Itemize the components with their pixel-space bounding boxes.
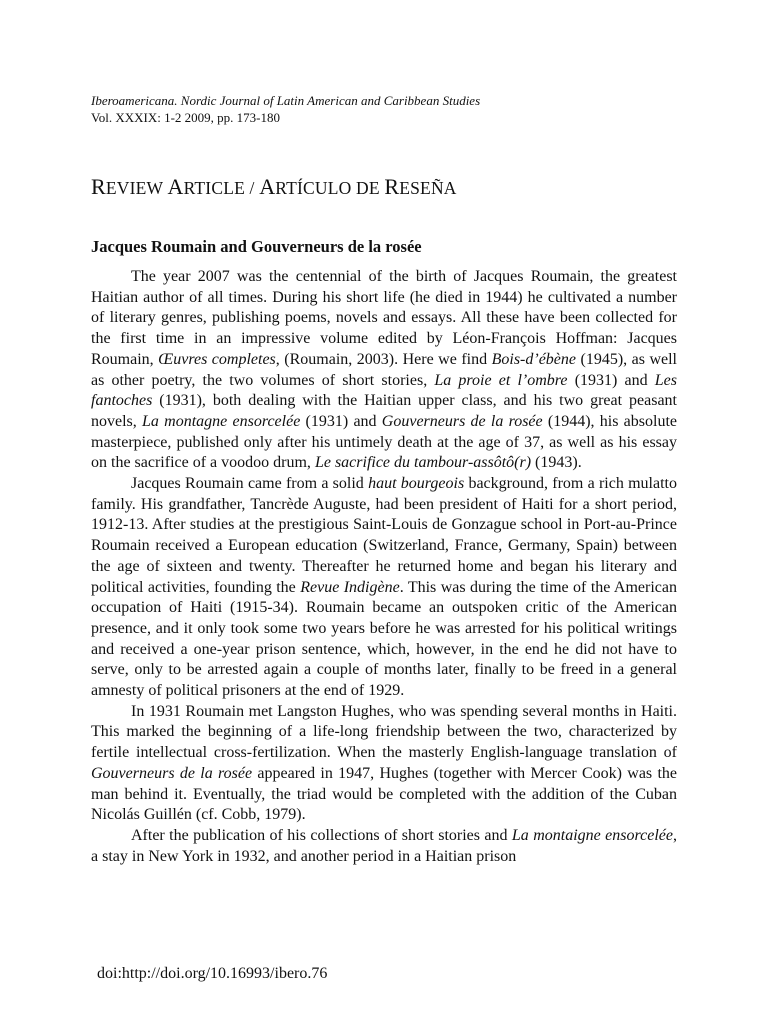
section-cap: A	[167, 174, 184, 199]
text-run: (1931) and	[300, 412, 382, 430]
volume-info: Vol. XXXIX: 1-2 2009, pp. 173-180	[91, 110, 280, 125]
section-smallcaps: RTÍCULO DE	[275, 178, 385, 198]
book-title: Les fantoches	[91, 371, 678, 410]
book-title: Gouverneurs de la rosée	[381, 412, 543, 430]
text-run: After the publication of his collections of short stories and	[131, 826, 512, 844]
book-title: Bois-d’ébène	[491, 350, 576, 368]
section-cap: R	[91, 174, 106, 199]
section-smallcaps: RTICLE	[183, 178, 245, 198]
text-run: The year 2007 was the centennial of the birth of Jacques Roumain, the greatest Haitian author of all times. During his short life (he died in 1944) he cultivated a number of literary genres, publishing poems, novels and essays. All these have been collected for the first time in an impressive volume edited by Léon-François Hoffman: Jacques Roumain,	[91, 268, 677, 368]
doi-footer: doi:http://doi.org/10.16993/ibero.76	[97, 965, 328, 982]
text-run: Jacques Roumain came from a solid	[131, 475, 369, 493]
italic-term: haut bourgeois	[368, 475, 465, 493]
text-run: , (Roumain, 2003). Here we find	[275, 350, 492, 368]
section-smallcaps: EVIEW	[105, 178, 168, 198]
paragraph-1	[91, 267, 677, 474]
book-title: La montagne ensorcelée	[142, 412, 301, 430]
paragraph-4	[91, 826, 677, 867]
text-run: . This was during the time of the American occupation of Haiti (1915-34). Roumain became an outspoken critic of the American presence, and it only took some two years before he was arrested for his political writings and received a one-year prison sentence, which, however, in the end he did not have to serve, only to be arrested again a couple of months later, finally to be freed in a general amnesty of political prisoners at the end of 1929.	[91, 578, 677, 700]
text-run: (1931), both dealing with the Haitian upper class, and his two great peasant novels,	[91, 392, 677, 430]
section-cap: R	[384, 174, 400, 199]
journal-name: Iberoamericana. Nordic Journal of Latin American and Caribbean Studies	[91, 93, 481, 108]
text-run: (1943).	[531, 454, 582, 472]
book-title: Revue Indigène	[300, 578, 400, 596]
book-title: La proie et l’ombre	[434, 371, 568, 389]
section-cap: A	[259, 174, 276, 199]
text-run: appeared in 1947, Hughes (together with Mercer Cook) was the man behind it. Eventually, the triad would be completed with the addition of the Cuban Nicolás Guillén (cf. Cobb, 1979).	[91, 764, 678, 824]
section-heading	[91, 174, 457, 200]
article-body	[91, 267, 677, 867]
text-run: (1931) and	[567, 371, 655, 389]
book-title: Œuvres completes	[158, 350, 276, 368]
text-run: (1945), as well as other poetry, the two volumes of short stories,	[91, 350, 678, 389]
paragraph-3	[91, 702, 677, 826]
article-title: Jacques Roumain and Gouverneurs de la rosée	[91, 237, 422, 256]
paragraph-2	[91, 474, 677, 702]
text-run: background, from a rich mulatto family. His grandfather, Tancrède Auguste, had been president of Haiti for a short period, 1912-13. After studies at the prestigious Saint-Louis de Gonzague school in Port-au-Prince Roumain received a European education (Switzerland, France, Germany, Spain) between the age of sixteen and twenty. Thereafter he returned home and began his literary and political activities, founding the	[91, 475, 677, 596]
section-smallcaps: ESEÑA	[399, 178, 457, 198]
section-separator: /	[244, 178, 260, 198]
journal-header	[91, 92, 677, 126]
text-run: , a stay in New York in 1932, and another period in a Haitian prison	[91, 826, 677, 865]
book-title: La montaigne ensorcelée	[511, 826, 673, 844]
text-run: In 1931 Roumain met Langston Hughes, who was spending several months in Haiti. This marked the beginning of a life-long friendship between the two, characterized by fertile intellectual cross-fertilization. When the masterly English-language translation of	[91, 702, 677, 762]
text-run: (1944), his absolute masterpiece, published only after his untimely death at the age of 37, as well as his essay on the sacrifice of a voodoo drum,	[91, 412, 677, 472]
book-title: Le sacrifice du tambour-assôtô(r)	[314, 454, 532, 472]
book-title: Gouverneurs de la rosée	[91, 764, 253, 782]
